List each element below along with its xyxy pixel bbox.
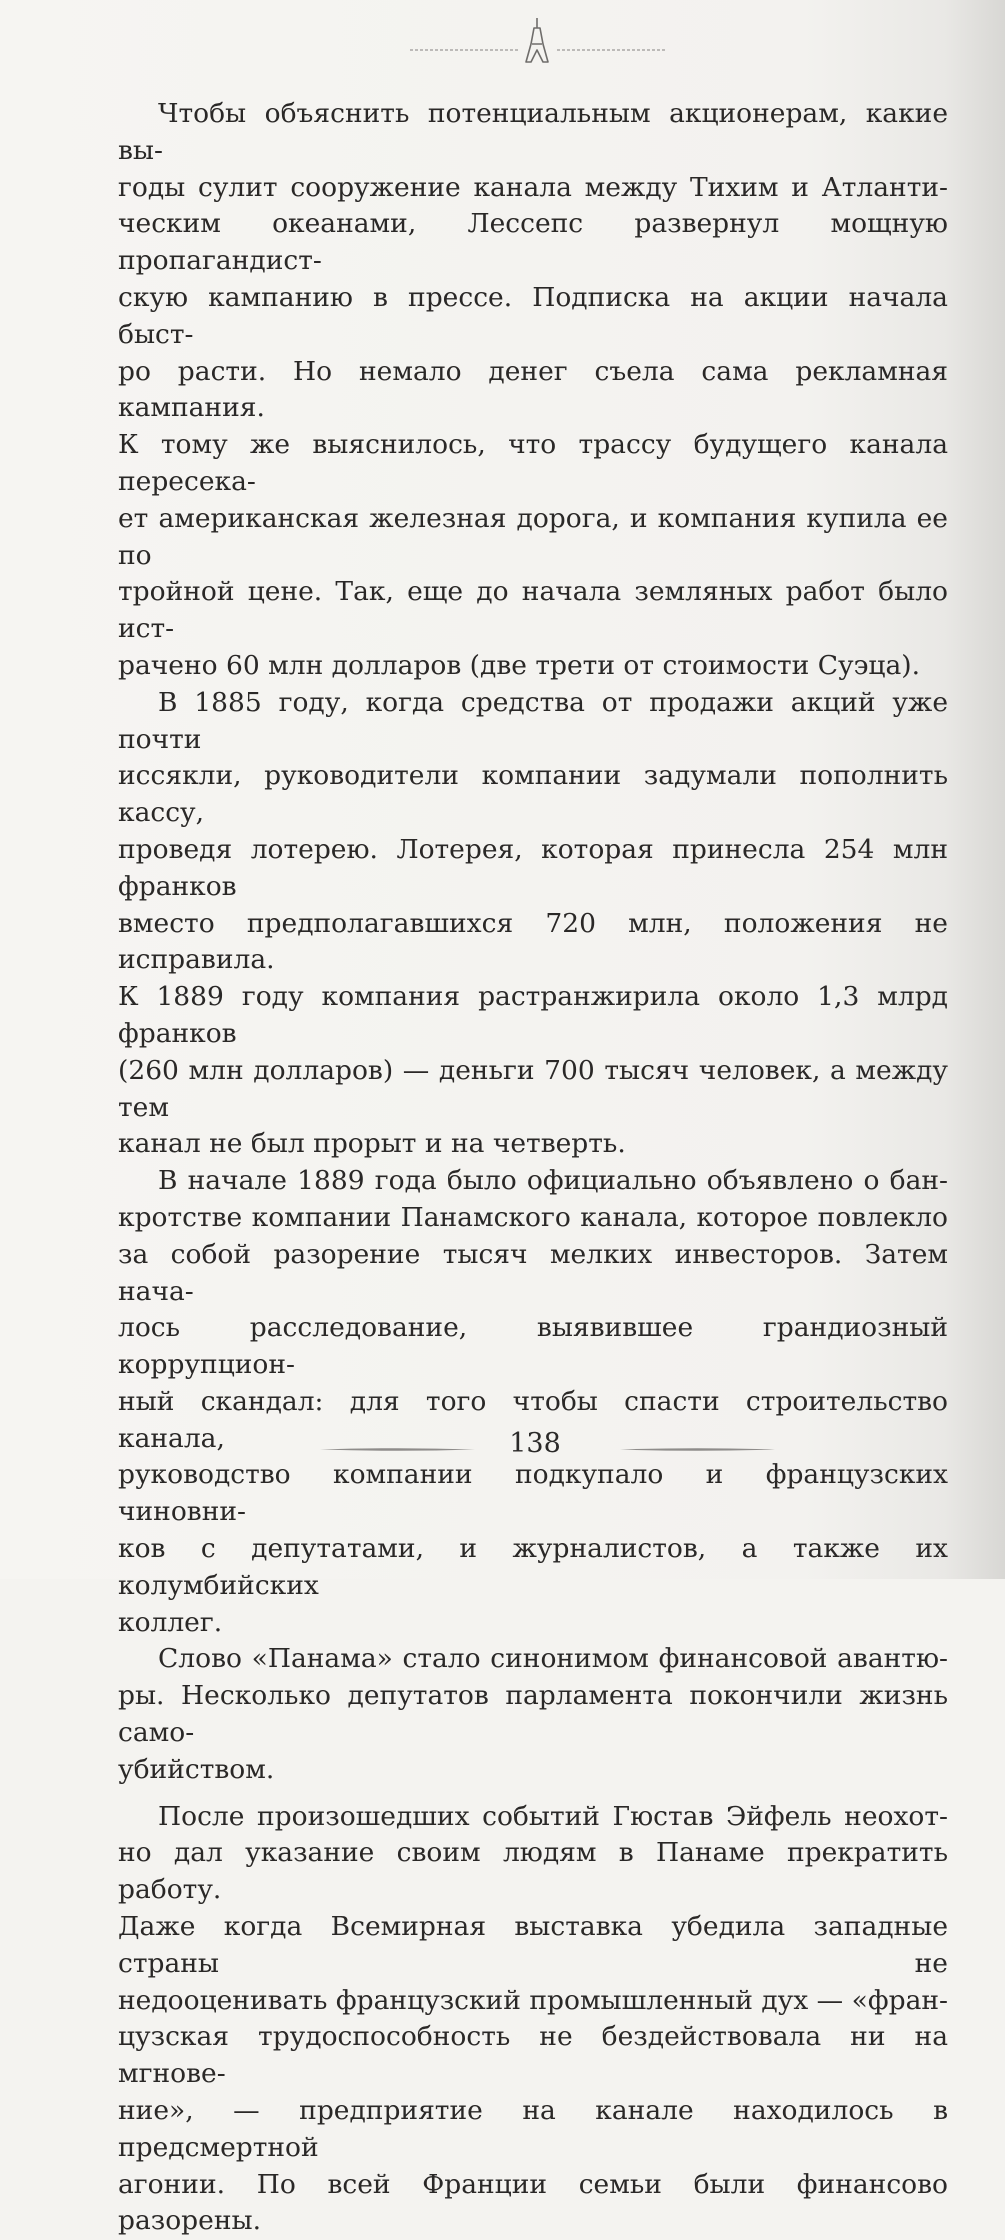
text-line: Слово «Панама» стало синонимом финансовой авантю-	[158, 1643, 948, 1675]
text-line: рачено 60 млн долларов (две трети от стоимости Суэца).	[118, 649, 921, 681]
eiffel-tower-icon	[410, 14, 665, 64]
text-line: за собой разорение тысяч мелких инвесторов. Затем нача-	[118, 1238, 948, 1307]
text-line: коллег.	[118, 1606, 223, 1638]
text-line: ет американская железная дорога, и компания купила ее по	[118, 502, 948, 571]
paragraph-4	[118, 1641, 948, 1788]
text-line: После произошедших событий Гюстав Эйфель неохот-	[158, 1800, 948, 1832]
text-line: проведя лотерею. Лотерея, которая принесла 254 млн франков	[118, 833, 948, 902]
text-line: В начале 1889 года было официально объявлено о бан-	[158, 1165, 948, 1197]
decorative-rule-right	[620, 1448, 775, 1451]
text-line: годы сулит сооружение канала между Тихим и Атланти-	[118, 171, 948, 203]
text-line: В 1885 году, когда средства от продажи акций уже почти	[118, 686, 948, 755]
text-line: Даже когда Всемирная выставка убедила западные страны не	[118, 1911, 948, 1979]
text-line: ков с депутатами, и журналистов, а также их колумбийских	[118, 1533, 948, 1601]
text-line: Чтобы объяснить потенциальным акционерам, какие вы-	[118, 98, 948, 166]
text-line: канал не был прорыт и на четверть.	[118, 1128, 626, 1160]
text-line: ный скандал: для того чтобы спасти строительство канала,	[118, 1385, 948, 1454]
text-line: иссякли, руководители компании задумали пополнить кассу,	[118, 760, 948, 829]
text-line: вместо предполагавшихся 720 млн, положения не исправила.	[118, 907, 948, 976]
text-line: цузская трудоспособность не бездействовала ни на мгнове-	[118, 2021, 948, 2090]
text-line: ры. Несколько депутатов парламента покончили жизнь само-	[118, 1680, 948, 1749]
text-line: ро расти. Но немало денег съела сама рекламная кампания.	[118, 355, 948, 424]
text-line: тройной цене. Так, еще до начала земляных работ было ист-	[118, 576, 948, 645]
text-line: лось расследование, выявившее грандиозный коррупцион-	[118, 1312, 948, 1381]
page-footer	[300, 1424, 780, 1464]
text-line: убийством.	[118, 1753, 275, 1785]
text-line: кротстве компании Панамского канала, которое повлекло	[118, 1201, 948, 1233]
text-line: К 1889 году компания растранжирила около 1,3 млрд франков	[118, 981, 948, 1049]
text-line: скую кампанию в прессе. Подписка на акции начала быст-	[118, 281, 948, 350]
text-line: ческим океанами, Лессепс развернул мощную пропагандист-	[118, 208, 948, 277]
paragraph-5	[118, 1799, 948, 2240]
text-line: (260 млн долларов) — деньги 700 тысяч человек, а между тем	[118, 1054, 948, 1123]
decorative-rule-left	[320, 1448, 475, 1451]
text-line: К тому же выяснилось, что трассу будущего канала пересека-	[118, 429, 948, 497]
page-number: 138	[509, 1428, 561, 1459]
paragraph-2	[118, 685, 948, 1163]
text-line: руководство компании подкупало и французских чиновни-	[118, 1459, 948, 1528]
paragraph-1	[118, 96, 948, 685]
text-line: но дал указание своим людям в Панаме прекратить работу.	[118, 1837, 948, 1906]
paragraph-3	[118, 1163, 948, 1641]
text-line: недооценивать французский промышленный дух — «фран-	[118, 1984, 948, 2016]
text-line: ние», — предприятие на канале находилось в предсмертной	[118, 2095, 948, 2163]
text-line: агонии. По всей Франции семьи были финансово разорены.	[118, 2168, 948, 2237]
body-text	[118, 96, 948, 2240]
